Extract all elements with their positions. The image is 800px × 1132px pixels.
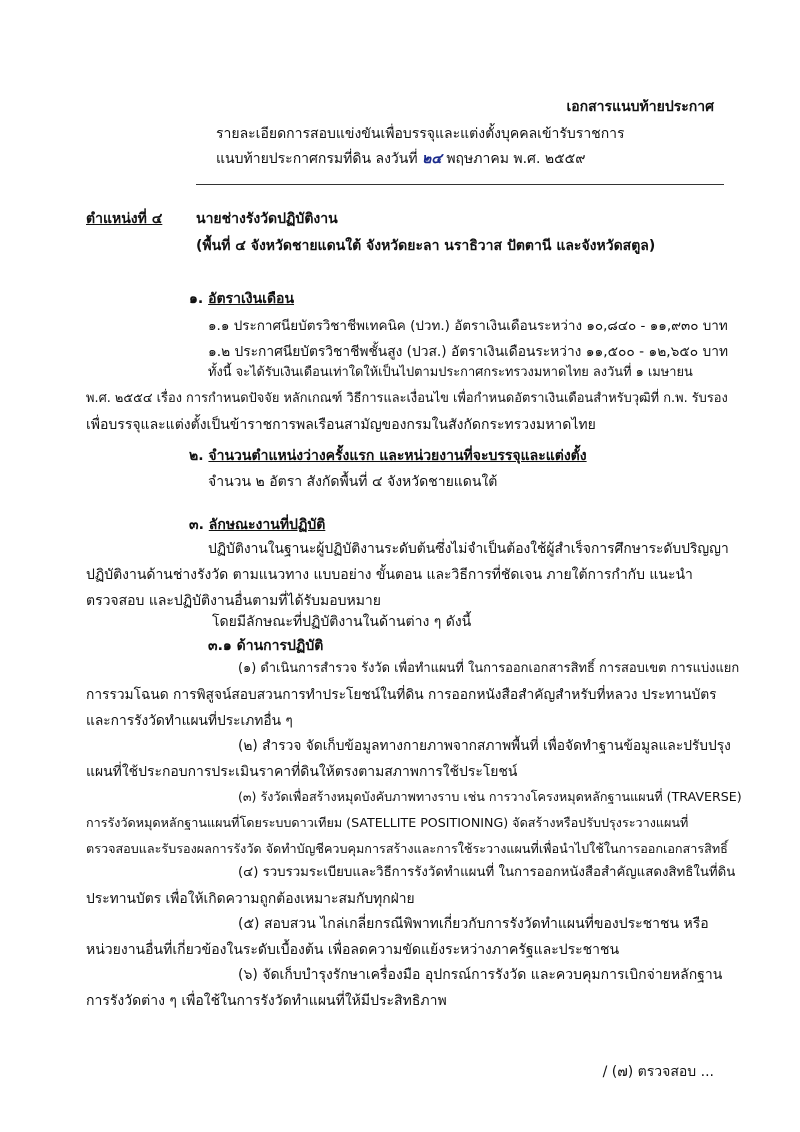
duty-line: แผนที่ใช้ประกอบการประเมินราคาที่ดินให้ตรงตามสภาพการใช้ประโยชน์ — [86, 764, 518, 780]
duty-line: ตรวจสอบและรับรองผลการรังวัด จัดทำบัญชีควบคุมการสร้างและการใช้ระวางแผนที่เพื่อนำไปใช้ในการออกเอกสารสิทธิ์ — [86, 841, 728, 856]
duty-line: การรังวัดต่าง ๆ เพื่อใช้ในการรังวัดทำแผนที่ให้มีประสิทธิภาพ — [86, 993, 447, 1009]
section3-number: ๓. — [189, 517, 204, 533]
duty-item-3 — [86, 784, 742, 862]
section1-heading — [189, 289, 294, 309]
duty-item-1 — [86, 656, 739, 734]
salary-item-1: ๑.๑ ประกาศนียบัตรวิชาชีพเทคนิค (ปวท.) อัตราเงินเดือนระหว่าง ๑๐,๘๔๐ - ๑๑,๙๓๐ บาท — [208, 318, 728, 334]
title-date-prefix: แนบท้ายประกาศกรมที่ดิน ลงวันที่ — [216, 151, 418, 167]
position-area: (พื้นที่ ๔ จังหวัดชายแดนใต้ จังหวัดยะลา นราธิวาส ปัตตานี และจังหวัดสตูล) — [196, 238, 656, 254]
section3-title: ลักษณะงานที่ปฏิบัติ — [208, 517, 326, 533]
title-date-suffix: พฤษภาคม พ.ศ. ๒๕๕๙ — [446, 151, 586, 167]
header-divider — [196, 184, 724, 185]
section3-heading — [189, 515, 325, 535]
duty-item-2 — [86, 733, 731, 785]
duty-line: (๓) รังวัดเพื่อสร้างหมุดบังคับภาพทางราบ เช่น การวางโครงหมุดหลักฐานแผนที่ (TRAVERSE) — [238, 789, 742, 804]
salary-note — [86, 360, 728, 438]
duty-line: (๖) จัดเก็บบำรุงรักษาเครื่องมือ อุปกรณ์การรังวัด และควบคุมการเบิกจ่ายหลักฐาน — [238, 967, 723, 983]
handwritten-day: ๒๔ — [422, 151, 442, 167]
duty-line: (๕) สอบสวน ไกล่เกลี่ยกรณีพิพาทเกี่ยวกับการรังวัดทำแผนที่ของประชาชน หรือ — [238, 916, 709, 932]
duty-line: หน่วยงานอื่นที่เกี่ยวข้องในระดับเบื้องต้น เพื่อลดความขัดแย้งระหว่างภาครัฐและประชาชน — [86, 942, 620, 958]
salary-note-line: ทั้งนี้ จะได้รับเงินเดือนเท่าใดให้เป็นไปตามประกาศกระทรวงมหาดไทย ลงวันที่ ๑ เมษายน — [208, 365, 693, 380]
section2-number: ๒. — [189, 448, 204, 464]
section1-title: อัตราเงินเดือน — [208, 291, 295, 307]
salary-note-line: เพื่อบรรจุและแต่งตั้งเป็นข้าราชการพลเรือนสามัญของกรมในสังกัดกระทรวงมหาดไทย — [86, 417, 596, 433]
duty-line: การรังวัดหมุดหลักฐานแผนที่โดยระบบดาวเทียม (SATELLITE POSITIONING) จัดสร้างหรือปรับปรุงระวางแผนที่ — [86, 815, 689, 830]
section1-number: ๑. — [189, 291, 204, 307]
section2-body: จำนวน ๒ อัตรา สังกัดพื้นที่ ๔ จังหวัดชายแดนใต้ — [208, 474, 498, 490]
salary-item-2: ๑.๒ ประกาศนียบัตรวิชาชีพชั้นสูง (ปวส.) อัตราเงินเดือนระหว่าง ๑๑,๕๐๐ - ๑๒,๖๕๐ บาท — [208, 344, 729, 360]
document-title-line1: รายละเอียดการสอบแข่งขันเพื่อบรรจุและแต่งตั้งบุคคลเข้ารับราชการ — [216, 126, 625, 142]
duty-item-5 — [86, 911, 709, 963]
duty-line: และการรังวัดทำแผนที่ประเภทอื่น ๆ — [86, 713, 293, 729]
section2-title: จำนวนตำแหน่งว่างครั้งแรก และหน่วยงานที่จะบรรจุและแต่งตั้ง — [208, 448, 587, 464]
document-title-line2 — [216, 149, 586, 169]
position-title: นายช่างรังวัดปฏิบัติงาน — [196, 211, 338, 227]
position-label: ตำแหน่งที่ ๔ — [86, 211, 163, 227]
duty-line: (๒) สำรวจ จัดเก็บข้อมูลทางกายภาพจากสภาพพื้นที่ เพื่อจัดทำฐานข้อมูลและปรับปรุง — [238, 738, 731, 754]
section3-intro — [86, 536, 729, 614]
duty-item-4 — [86, 860, 735, 912]
section3-subheading: ๓.๑ ด้านการปฏิบัติ — [208, 638, 324, 654]
section2-heading — [189, 446, 587, 466]
section3-intro-line: ปฏิบัติงานด้านช่างรังวัด ตามแนวทาง แบบอย่าง ขั้นตอน และวิธีการที่ชัดเจน ภายใต้การกำกับ แนะนำ — [86, 567, 693, 583]
section3-lead: โดยมีลักษณะที่ปฏิบัติงานในด้านต่าง ๆ ดังนี้ — [212, 614, 472, 630]
duty-line: (๑) ดำเนินการสำรวจ รังวัด เพื่อทำแผนที่ ในการออกเอกสารสิทธิ์ การสอบเขต การแบ่งแยก — [238, 661, 740, 676]
duty-line: การรวมโฉนด การพิสูจน์สอบสวนการทำประโยชน์ในที่ดิน การออกหนังสือสำคัญสำหรับที่หลวง ประทานบัตร — [86, 687, 717, 703]
duty-line: ประทานบัตร เพื่อให้เกิดความถูกต้องเหมาะสมกับทุกฝ่าย — [86, 891, 415, 907]
section3-intro-line: ปฏิบัติงานในฐานะผู้ปฏิบัติงานระดับต้นซึ่งไม่จำเป็นต้องใช้ผู้สำเร็จการศึกษาระดับปริญญา — [208, 541, 729, 557]
attachment-label: เอกสารแนบท้ายประกาศ — [566, 99, 714, 115]
continuation-note: / (๗) ตรวจสอบ ... — [602, 1064, 714, 1080]
salary-note-line: พ.ศ. ๒๕๕๔ เรื่อง การกำหนดปัจจัย หลักเกณฑ์ วิธีการและเงื่อนไข เพื่อกำหนดอัตราเงินเดือนสำหรับวุฒิที่ ก.พ. รับรอง — [86, 391, 728, 406]
section3-intro-line: ตรวจสอบ และปฏิบัติงานอื่นตามที่ได้รับมอบหมาย — [86, 593, 381, 609]
duty-item-6 — [86, 962, 722, 1014]
duty-line: (๔) รวบรวมระเบียบและวิธีการรังวัดทำแผนที่ ในการออกหนังสือสำคัญแสดงสิทธิในที่ดิน — [238, 865, 736, 880]
